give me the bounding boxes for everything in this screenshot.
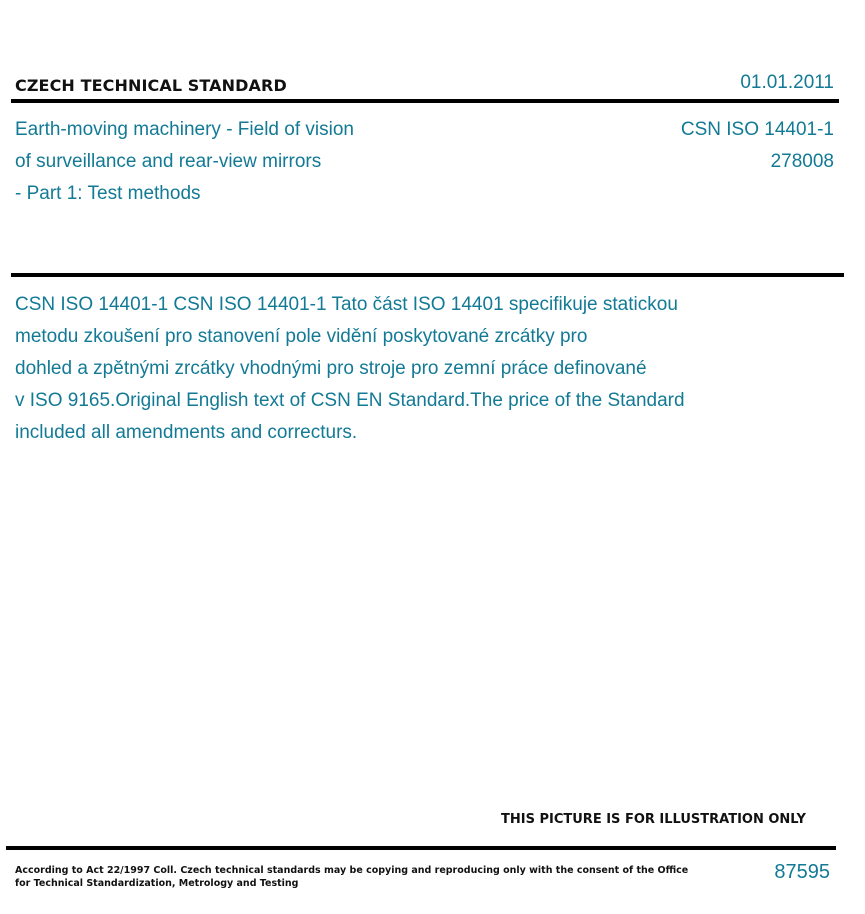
standard-codes [681,114,834,178]
legal-line: for Technical Standardization, Metrology and Testing [15,878,299,889]
standard-number: CSN ISO 14401-1 [680,119,834,140]
description-line: metodu zkoušení pro stanovení pole vidění poskytované zrcátky pro [15,326,588,347]
title-line: - Part 1: Test methods [15,183,201,204]
standard-type-heading: CZECH TECHNICAL STANDARD [15,76,287,95]
publication-date: 01.01.2011 [740,72,834,93]
standard-description [15,289,685,449]
standard-title [15,114,354,210]
header-divider [11,99,839,103]
legal-line: According to Act 22/1997 Coll. Czech technical standards may be copying and reproducing only with the consent of the Office [15,865,689,876]
illustration-disclaimer: THIS PICTURE IS FOR ILLUSTRATION ONLY [501,812,806,827]
title-line: Earth-moving machinery - Field of vision [15,119,354,140]
document-id: 87595 [774,861,830,883]
legal-notice [15,864,688,890]
footer-divider [6,846,836,850]
title-line: of surveillance and rear-view mirrors [15,151,322,172]
title-divider [11,273,844,277]
class-number: 278008 [770,151,834,172]
description-line: included all amendments and correcturs. [15,422,358,443]
description-line: v ISO 9165.Original English text of CSN EN Standard.The price of the Standard [15,390,685,411]
description-line: CSN ISO 14401-1 CSN ISO 14401-1 Tato část ISO 14401 specifikuje statickou [15,294,678,315]
description-line: dohled a zpětnými zrcátky vhodnými pro stroje pro zemní práce definované [15,358,647,379]
